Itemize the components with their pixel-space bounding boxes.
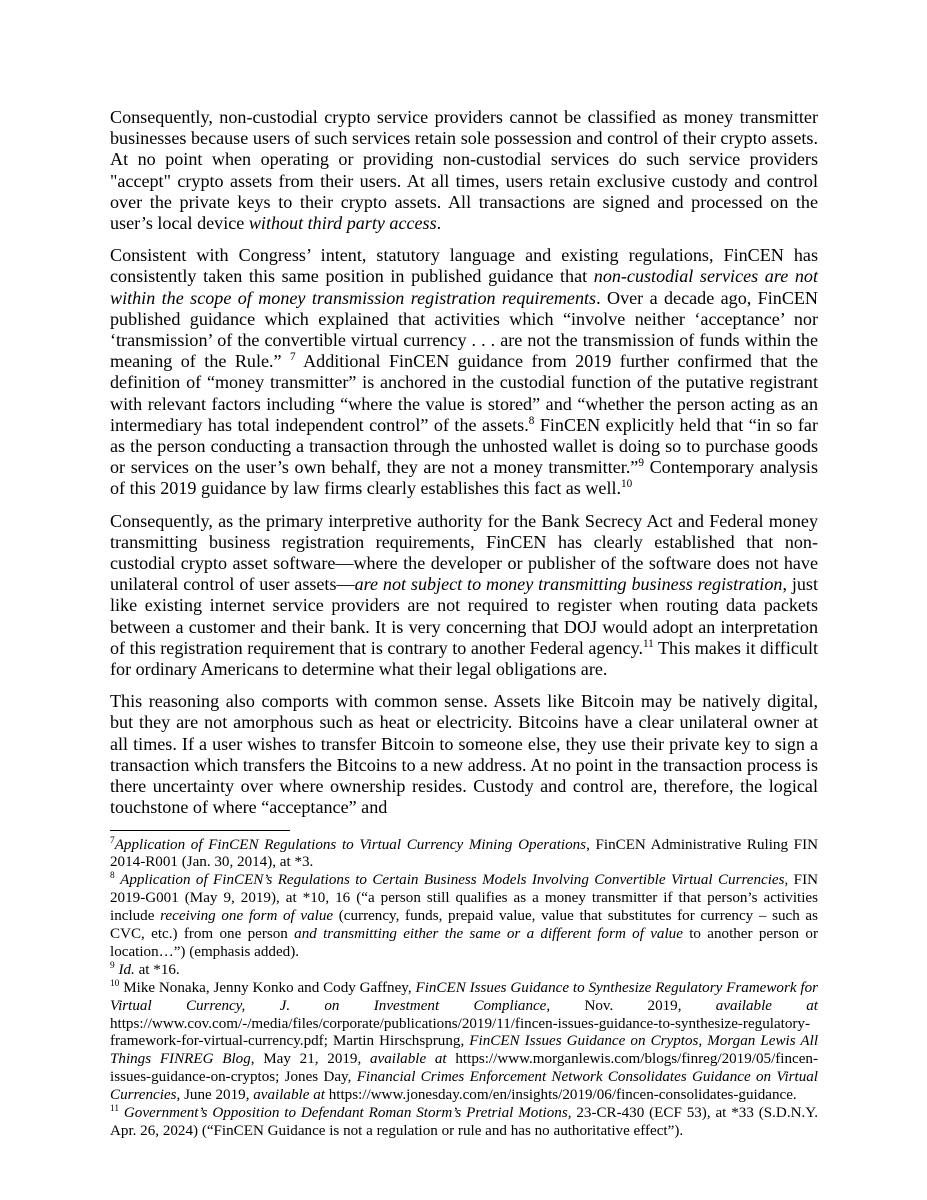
text-segment: Application of FinCEN’s Regulations to Certain Business Models Involving Convertible Virtual Currencies: [120, 872, 785, 889]
body-paragraph-3: [110, 511, 818, 681]
text-segment: Consequently, as the primary interpretive authority for the Bank Secrecy Act and Federal money transmitting business registration requirements, FinCEN has clearly established that non-custodial crypto asset software—where the developer or publisher of the software does not have unilateral control of user assets—: [110, 510, 818, 595]
body-paragraph-1: [110, 107, 818, 234]
footnote-reference: 8: [110, 871, 115, 882]
text-segment: available at: [715, 997, 818, 1014]
text-segment: available at: [369, 1051, 447, 1068]
footnotes-section: [110, 837, 818, 1141]
text-segment: FinCEN Issues Guidance to Synthesize Regulatory Framework for Virtual Currency, J. on Investment Compliance: [110, 979, 818, 1014]
text-segment: Application of FinCEN Regulations to Virtual Currency Mining Operations: [114, 836, 587, 853]
text-segment: available at: [253, 1087, 325, 1104]
text-segment: Additional FinCEN guidance from 2019 further confirmed that the definition of “money transmitter” is anchored in the custodial function of the putative registrant with relevant factors including “where the value is stored” and “whether the person acting as an intermediary has total independent control” of the assets.: [110, 351, 818, 435]
text-segment: at *16.: [134, 961, 180, 978]
footnote-10: [110, 980, 818, 1105]
text-segment: , just like existing internet service providers are not required to register when routing data packets between a customer and their bank. It is very concerning that DOJ would adopt an interpretation of this registration requirement that is contrary to another Federal agency.: [110, 574, 818, 658]
footnote-reference: 7: [290, 351, 296, 364]
footnote-reference: 8: [528, 414, 535, 427]
footnote-reference: 11: [642, 637, 654, 650]
footnote-reference: 9: [638, 457, 644, 470]
text-segment: Financial Crimes Enforcement Network Consolidates Guidance on Virtual Currencies: [110, 1069, 818, 1104]
text-segment: , FinCEN Administrative Ruling FIN 2014-R001 (Jan. 30, 2014), at *3.: [110, 836, 818, 871]
text-segment: https://www.cov.com/-/media/files/corporate/publications/2019/11/fincen-issues-guidance-to-synthesize-regulatory-framework-for-virtual-currency.pdf; Martin Hirschsprung,: [110, 1015, 810, 1050]
text-segment: .: [436, 213, 442, 234]
text-segment: . Over a decade ago, FinCEN published guidance which explained that activities which “involve neither ‘acceptance’ nor ‘transmission’ of the convertible virtual currency . . . are not the transmission of funds within the meaning of the Rule.”: [110, 287, 819, 372]
footnote-8: [110, 872, 818, 962]
footnote-9: [110, 962, 818, 980]
footnote-reference: 10: [621, 478, 633, 491]
text-segment: https://www.jonesday.com/en/insights/2019/06/fincen-consolidates-guidance.: [324, 1087, 797, 1104]
text-segment: Consequently, non-custodial crypto service providers cannot be classified as money transmitter businesses because users of such services retain sole possession and control of their crypto assets. At no point when operating or providing non-custodial services do such service providers "accept" crypto assets from their users. At all times, users retain exclusive custody and control over the private keys to their crypto assets. All transactions are signed and processed on the user’s local device: [110, 107, 818, 234]
text-segment: , Nov. 2019,: [546, 997, 716, 1014]
text-segment: , FIN 2019-G001 (May 9, 2019), at *10, 16 (“a person still qualifies as a money transmitter if that person’s activities include: [110, 872, 819, 925]
text-segment: non-custodial services are not within the scope of money transmission registration requirements: [110, 266, 818, 308]
footnote-reference: 7: [110, 835, 115, 846]
footnote-reference: 10: [110, 978, 120, 989]
footnote-reference: 9: [110, 960, 115, 971]
text-segment: without third party access: [248, 213, 437, 234]
text-segment: , June 2019,: [176, 1087, 254, 1104]
text-segment: , May 21, 2019,: [250, 1051, 370, 1068]
footnote-7: [110, 837, 818, 873]
text-segment: This makes it difficult for ordinary Americans to determine what their legal obligations are.: [110, 637, 818, 680]
text-segment: Consistent with Congress’ intent, statutory language and existing regulations, FinCEN has consistently taken this same position in published guidance that: [110, 245, 818, 287]
text-segment: and transmitting either the same or a different form of value: [294, 926, 683, 943]
text-segment: FinCEN Issues Guidance on Cryptos: [469, 1033, 699, 1050]
text-segment: Government’s Opposition to Defendant Roman Storm’s Pretrial Motions,: [123, 1105, 572, 1122]
document-content: [110, 107, 818, 1141]
text-segment: Id.: [118, 961, 135, 978]
footnote-separator: [110, 830, 290, 831]
footnote-reference: 11: [110, 1104, 120, 1115]
footnote-11: [110, 1105, 818, 1141]
text-segment: Contemporary analysis of this 2019 guidance by law firms clearly establishes this fact as well.: [110, 457, 819, 499]
text-segment: This reasoning also comports with common sense. Assets like Bitcoin may be natively digital, but they are not amorphous such as heat or electricity. Bitcoins have a clear unilateral owner at all times. If a user wishes to transfer Bitcoin to someone else, they use their private key to sign a transaction which transfers the Bitcoins to a new address. At no point in the transaction process is there uncertainty over where ownership resides. Custody and control are, therefore, the logical touchstone of where “acceptance” and: [110, 691, 818, 818]
text-segment: 23-CR-430 (ECF 53), at *33 (S.D.N.Y. Apr. 26, 2024) (“FinCEN Guidance is not a regulation or rule and has no authoritative effect”).: [110, 1105, 819, 1139]
text-segment: https://www.morganlewis.com/blogs/finreg/2019/05/fincen-issues-guidance-on-cryptos; Jones Day,: [110, 1051, 818, 1086]
text-segment: (currency, funds, prepaid value, value that substitutes for currency – such as CVC, etc.) from one person: [110, 908, 818, 943]
text-segment: FinCEN explicitly held that “in so far as the person conducting a transaction through the unhosted wallet is doing so to purchase goods or services on the user’s own behalf, they are not a money transmitter.”: [110, 414, 818, 478]
text-segment: are not subject to money transmitting business registration: [354, 574, 783, 595]
text-segment: to another person or location…”) (emphasis added).: [110, 926, 818, 960]
text-segment: receiving one form of value: [160, 908, 334, 925]
body-paragraph-4: [110, 691, 818, 818]
text-segment: Mike Nonaka, Jenny Konko and Cody Gaffney,: [119, 979, 416, 996]
text-segment: Morgan Lewis All Things FINREG Blog: [110, 1033, 819, 1068]
text-segment: ,: [698, 1033, 708, 1050]
body-paragraph-2: [110, 245, 818, 499]
